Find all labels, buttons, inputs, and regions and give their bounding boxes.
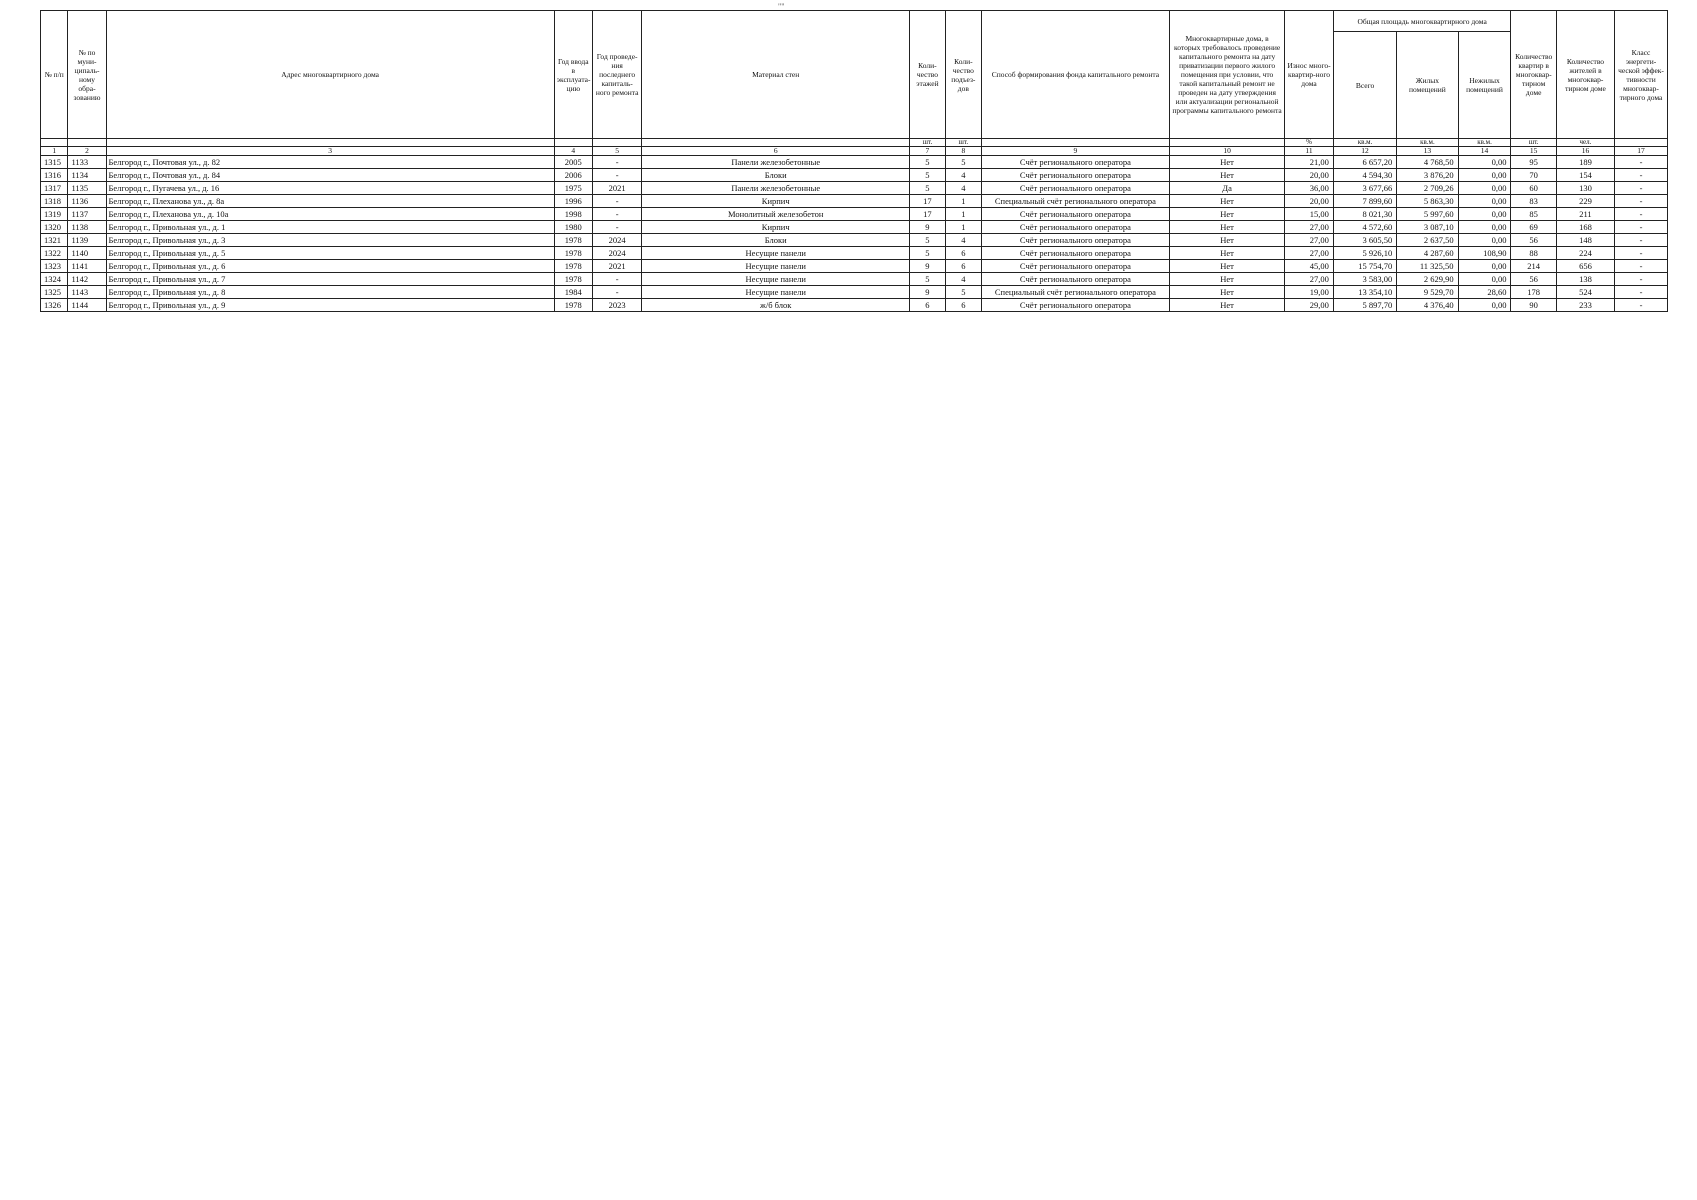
- cell-area-nonliving: 0,00: [1458, 299, 1511, 312]
- cell-area-total: 7 899,60: [1333, 195, 1396, 208]
- cell-area-total: 5 897,70: [1333, 299, 1396, 312]
- cell-area-living: 5 997,60: [1397, 208, 1458, 221]
- cell-address: Белгород г., Привольная ул., д. 9: [106, 299, 554, 312]
- cell-year-repair: -: [592, 208, 642, 221]
- cell-floors: 5: [909, 234, 945, 247]
- cell-residents: 138: [1556, 273, 1614, 286]
- cell-year-built: 1978: [554, 260, 592, 273]
- cell-wear: 27,00: [1285, 247, 1334, 260]
- cell-address: Белгород г., Плеханова ул., д. 10а: [106, 208, 554, 221]
- column-number-row: [41, 147, 1668, 156]
- cell-mun-number: 1136: [68, 195, 106, 208]
- cell-apartments: 85: [1511, 208, 1556, 221]
- col-header-address: Адрес многоквартирного дома: [106, 11, 554, 139]
- table-row: [41, 156, 1668, 169]
- col-number-fund: 9: [981, 147, 1169, 156]
- col-header-residents: Количество жителей в многоквар-тирном доме: [1556, 11, 1614, 139]
- col-number-year-repair: 5: [592, 147, 642, 156]
- cell-area-living: 2 637,50: [1397, 234, 1458, 247]
- cell-wear: 15,00: [1285, 208, 1334, 221]
- cell-floors: 5: [909, 273, 945, 286]
- cell-npp: 1322: [41, 247, 68, 260]
- cell-mun-number: 1135: [68, 182, 106, 195]
- col-header-year-built: Год ввода в эксплуата-цию: [554, 11, 592, 139]
- cell-floors: 17: [909, 195, 945, 208]
- cell-residents: 224: [1556, 247, 1614, 260]
- cell-npp: 1321: [41, 234, 68, 247]
- cell-energy-class: -: [1615, 273, 1668, 286]
- cell-year-built: 1978: [554, 273, 592, 286]
- cell-privatization: Нет: [1169, 234, 1284, 247]
- cell-entrances: 1: [945, 221, 981, 234]
- cell-area-living: 2 709,26: [1397, 182, 1458, 195]
- cell-entrances: 4: [945, 182, 981, 195]
- cell-fund: Счёт регионального оператора: [981, 247, 1169, 260]
- unit-year-built: [554, 139, 592, 147]
- cell-entrances: 4: [945, 273, 981, 286]
- cell-year-repair: -: [592, 169, 642, 182]
- cell-privatization: Нет: [1169, 156, 1284, 169]
- cell-walls: ж/б блок: [642, 299, 909, 312]
- cell-apartments: 90: [1511, 299, 1556, 312]
- col-header-npp: № п/п: [41, 11, 68, 139]
- cell-privatization: Нет: [1169, 208, 1284, 221]
- cell-year-repair: -: [592, 156, 642, 169]
- cell-entrances: 5: [945, 156, 981, 169]
- unit-area-nonliving: кв.м.: [1458, 139, 1511, 147]
- cell-year-built: 1975: [554, 182, 592, 195]
- cell-npp: 1326: [41, 299, 68, 312]
- table-row: [41, 195, 1668, 208]
- cell-floors: 5: [909, 182, 945, 195]
- cell-wear: 20,00: [1285, 169, 1334, 182]
- cell-walls: Кирпич: [642, 221, 909, 234]
- cell-apartments: 88: [1511, 247, 1556, 260]
- cell-address: Белгород г., Почтовая ул., д. 84: [106, 169, 554, 182]
- cell-fund: Счёт регионального оператора: [981, 169, 1169, 182]
- col-header-apartments: Количество квартир в многоквар-тирном доме: [1511, 11, 1556, 139]
- cell-fund: Счёт регионального оператора: [981, 208, 1169, 221]
- cell-area-living: 11 325,50: [1397, 260, 1458, 273]
- col-header-fund: Способ формирования фонда капитального ремонта: [981, 11, 1169, 139]
- unit-address: [106, 139, 554, 147]
- cell-year-built: 1980: [554, 221, 592, 234]
- cell-residents: 211: [1556, 208, 1614, 221]
- cell-npp: 1315: [41, 156, 68, 169]
- unit-floors: шт.: [909, 139, 945, 147]
- cell-mun-number: 1133: [68, 156, 106, 169]
- cell-area-nonliving: 0,00: [1458, 273, 1511, 286]
- cell-entrances: 4: [945, 169, 981, 182]
- cell-area-nonliving: 0,00: [1458, 195, 1511, 208]
- cell-area-nonliving: 28,60: [1458, 286, 1511, 299]
- col-number-walls: 6: [642, 147, 909, 156]
- cell-npp: 1324: [41, 273, 68, 286]
- cell-privatization: Нет: [1169, 260, 1284, 273]
- cell-wear: 27,00: [1285, 221, 1334, 234]
- cell-apartments: 60: [1511, 182, 1556, 195]
- cell-fund: Счёт регионального оператора: [981, 299, 1169, 312]
- col-number-residents: 16: [1556, 147, 1614, 156]
- cell-energy-class: -: [1615, 221, 1668, 234]
- unit-energy-class: [1615, 139, 1668, 147]
- cell-address: Белгород г., Пугачева ул., д. 16: [106, 182, 554, 195]
- cell-address: Белгород г., Привольная ул., д. 3: [106, 234, 554, 247]
- cell-address: Белгород г., Почтовая ул., д. 82: [106, 156, 554, 169]
- cell-year-repair: 2024: [592, 234, 642, 247]
- col-number-floors: 7: [909, 147, 945, 156]
- col-header-wear: Износ много-квартир-ного дома: [1285, 11, 1334, 139]
- cell-mun-number: 1144: [68, 299, 106, 312]
- cell-area-nonliving: 0,00: [1458, 208, 1511, 221]
- cell-fund: Счёт регионального оператора: [981, 182, 1169, 195]
- cell-year-built: 1978: [554, 247, 592, 260]
- cell-apartments: 56: [1511, 234, 1556, 247]
- cell-energy-class: -: [1615, 299, 1668, 312]
- cell-wear: 45,00: [1285, 260, 1334, 273]
- cell-year-repair: -: [592, 221, 642, 234]
- cell-area-living: 3 087,10: [1397, 221, 1458, 234]
- cell-walls: Кирпич: [642, 195, 909, 208]
- units-row: [41, 139, 1668, 147]
- cell-privatization: Нет: [1169, 169, 1284, 182]
- table-row: [41, 260, 1668, 273]
- cell-year-repair: -: [592, 195, 642, 208]
- cell-mun-number: 1141: [68, 260, 106, 273]
- col-number-apartments: 15: [1511, 147, 1556, 156]
- cell-wear: 29,00: [1285, 299, 1334, 312]
- unit-area-living: кв.м.: [1397, 139, 1458, 147]
- cell-mun-number: 1142: [68, 273, 106, 286]
- cell-year-built: 2005: [554, 156, 592, 169]
- cell-apartments: 83: [1511, 195, 1556, 208]
- cell-year-repair: 2024: [592, 247, 642, 260]
- cell-mun-number: 1143: [68, 286, 106, 299]
- cell-wear: 36,00: [1285, 182, 1334, 195]
- cell-area-nonliving: 0,00: [1458, 169, 1511, 182]
- cell-area-total: 3 605,50: [1333, 234, 1396, 247]
- table-row: [41, 208, 1668, 221]
- cell-entrances: 5: [945, 286, 981, 299]
- cell-floors: 9: [909, 260, 945, 273]
- cell-walls: Несущие панели: [642, 260, 909, 273]
- cell-residents: 656: [1556, 260, 1614, 273]
- cell-address: Белгород г., Привольная ул., д. 5: [106, 247, 554, 260]
- cell-privatization: Да: [1169, 182, 1284, 195]
- cell-area-living: 2 629,90: [1397, 273, 1458, 286]
- unit-wear: %: [1285, 139, 1334, 147]
- col-number-energy-class: 17: [1615, 147, 1668, 156]
- unit-entrances: шт.: [945, 139, 981, 147]
- cell-fund: Счёт регионального оператора: [981, 221, 1169, 234]
- cell-mun-number: 1134: [68, 169, 106, 182]
- table-row: [41, 221, 1668, 234]
- cell-year-built: 2006: [554, 169, 592, 182]
- cell-year-built: 1996: [554, 195, 592, 208]
- unit-year-repair: [592, 139, 642, 147]
- cell-residents: 154: [1556, 169, 1614, 182]
- cell-wear: 27,00: [1285, 234, 1334, 247]
- col-header-entrances: Коли-чество подъез-дов: [945, 11, 981, 139]
- col-number-area-living: 13: [1397, 147, 1458, 156]
- cell-address: Белгород г., Привольная ул., д. 8: [106, 286, 554, 299]
- cell-year-repair: -: [592, 286, 642, 299]
- apartment-buildings-table: [40, 10, 1668, 312]
- cell-fund: Специальный счёт регионального оператора: [981, 286, 1169, 299]
- cell-npp: 1323: [41, 260, 68, 273]
- cell-residents: 130: [1556, 182, 1614, 195]
- cell-address: Белгород г., Привольная ул., д. 6: [106, 260, 554, 273]
- cell-apartments: 178: [1511, 286, 1556, 299]
- cell-wear: 27,00: [1285, 273, 1334, 286]
- cell-npp: 1318: [41, 195, 68, 208]
- col-header-walls: Материал стен: [642, 11, 909, 139]
- cell-energy-class: -: [1615, 286, 1668, 299]
- cell-area-living: 4 287,60: [1397, 247, 1458, 260]
- cell-area-total: 6 657,20: [1333, 156, 1396, 169]
- cell-apartments: 69: [1511, 221, 1556, 234]
- cell-npp: 1317: [41, 182, 68, 195]
- cell-year-repair: 2021: [592, 182, 642, 195]
- cell-residents: 189: [1556, 156, 1614, 169]
- cell-area-living: 4 768,50: [1397, 156, 1458, 169]
- col-header-mun-number: № по муни-ципаль-ному обра-зованию: [68, 11, 106, 139]
- cell-energy-class: -: [1615, 169, 1668, 182]
- cell-address: Белгород г., Привольная ул., д. 7: [106, 273, 554, 286]
- cell-fund: Счёт регионального оператора: [981, 156, 1169, 169]
- cell-apartments: 95: [1511, 156, 1556, 169]
- col-number-npp: 1: [41, 147, 68, 156]
- col-number-privatization: 10: [1169, 147, 1284, 156]
- col-header-area-nonliving: Нежилых помещений: [1458, 32, 1511, 139]
- table-row: [41, 273, 1668, 286]
- cell-entrances: 4: [945, 234, 981, 247]
- cell-energy-class: -: [1615, 182, 1668, 195]
- cell-address: Белгород г., Плеханова ул., д. 8а: [106, 195, 554, 208]
- cell-mun-number: 1139: [68, 234, 106, 247]
- cell-privatization: Нет: [1169, 195, 1284, 208]
- cell-privatization: Нет: [1169, 273, 1284, 286]
- table-row: [41, 169, 1668, 182]
- unit-mun-number: [68, 139, 106, 147]
- cell-area-nonliving: 108,90: [1458, 247, 1511, 260]
- col-header-privatization: Многоквартирные дома, в которых требовалось проведение капитального ремонта на дату приватизации первого жилого помещения при условии, что такой капитальный ремонт не проведен на дату утверждения или актуализации региональной программы капитального ремонта: [1169, 11, 1284, 139]
- cell-area-living: 3 876,20: [1397, 169, 1458, 182]
- cell-entrances: 1: [945, 195, 981, 208]
- cell-privatization: Нет: [1169, 299, 1284, 312]
- cell-entrances: 6: [945, 260, 981, 273]
- col-header-year-repair: Год проведе-ния последнего капиталь-ного ремонта: [592, 11, 642, 139]
- cell-floors: 6: [909, 299, 945, 312]
- cell-apartments: 56: [1511, 273, 1556, 286]
- cell-area-nonliving: 0,00: [1458, 234, 1511, 247]
- cell-residents: 168: [1556, 221, 1614, 234]
- cell-energy-class: -: [1615, 208, 1668, 221]
- cell-entrances: 6: [945, 299, 981, 312]
- cell-walls: Несущие панели: [642, 273, 909, 286]
- col-number-wear: 11: [1285, 147, 1334, 156]
- col-number-area-total: 12: [1333, 147, 1396, 156]
- cell-apartments: 70: [1511, 169, 1556, 182]
- cell-area-nonliving: 0,00: [1458, 221, 1511, 234]
- col-number-address: 3: [106, 147, 554, 156]
- cell-wear: 19,00: [1285, 286, 1334, 299]
- cell-entrances: 6: [945, 247, 981, 260]
- cell-mun-number: 1137: [68, 208, 106, 221]
- cell-privatization: Нет: [1169, 286, 1284, 299]
- col-number-area-nonliving: 14: [1458, 147, 1511, 156]
- cell-walls: Панели железобетонные: [642, 156, 909, 169]
- unit-walls: [642, 139, 909, 147]
- col-header-area-group: Общая площадь многоквартирного дома: [1333, 11, 1511, 32]
- cell-area-living: 9 529,70: [1397, 286, 1458, 299]
- cell-wear: 20,00: [1285, 195, 1334, 208]
- page-mark: "": [778, 2, 785, 11]
- cell-npp: 1316: [41, 169, 68, 182]
- cell-energy-class: -: [1615, 247, 1668, 260]
- cell-fund: Счёт регионального оператора: [981, 260, 1169, 273]
- cell-area-total: 15 754,70: [1333, 260, 1396, 273]
- col-header-floors: Коли-чество этажей: [909, 11, 945, 139]
- unit-area-total: кв.м.: [1333, 139, 1396, 147]
- col-header-energy-class: Класс энергети-ческой эффек-тивности многоквар-тирного дома: [1615, 11, 1668, 139]
- cell-floors: 5: [909, 156, 945, 169]
- table-body: [41, 156, 1668, 312]
- cell-floors: 9: [909, 286, 945, 299]
- cell-energy-class: -: [1615, 260, 1668, 273]
- cell-walls: Монолитный железобетон: [642, 208, 909, 221]
- cell-address: Белгород г., Привольная ул., д. 1: [106, 221, 554, 234]
- cell-year-built: 1978: [554, 234, 592, 247]
- unit-npp: [41, 139, 68, 147]
- cell-energy-class: -: [1615, 234, 1668, 247]
- cell-residents: 524: [1556, 286, 1614, 299]
- cell-npp: 1325: [41, 286, 68, 299]
- cell-area-total: 4 572,60: [1333, 221, 1396, 234]
- cell-residents: 229: [1556, 195, 1614, 208]
- register-sheet: [40, 10, 1668, 312]
- cell-walls: Панели железобетонные: [642, 182, 909, 195]
- cell-year-repair: 2021: [592, 260, 642, 273]
- col-header-area-total: Всего: [1333, 32, 1396, 139]
- cell-npp: 1320: [41, 221, 68, 234]
- cell-mun-number: 1138: [68, 221, 106, 234]
- table-row: [41, 234, 1668, 247]
- table-row: [41, 299, 1668, 312]
- cell-area-living: 5 863,30: [1397, 195, 1458, 208]
- cell-walls: Блоки: [642, 169, 909, 182]
- cell-fund: Счёт регионального оператора: [981, 273, 1169, 286]
- table-row: [41, 286, 1668, 299]
- cell-area-total: 3 583,00: [1333, 273, 1396, 286]
- unit-privatization: [1169, 139, 1284, 147]
- cell-area-living: 4 376,40: [1397, 299, 1458, 312]
- cell-area-total: 4 594,30: [1333, 169, 1396, 182]
- cell-npp: 1319: [41, 208, 68, 221]
- table-row: [41, 182, 1668, 195]
- cell-walls: Несущие панели: [642, 286, 909, 299]
- table-row: [41, 247, 1668, 260]
- col-number-year-built: 4: [554, 147, 592, 156]
- cell-floors: 9: [909, 221, 945, 234]
- cell-residents: 233: [1556, 299, 1614, 312]
- cell-energy-class: -: [1615, 156, 1668, 169]
- unit-residents: чел.: [1556, 139, 1614, 147]
- cell-fund: Счёт регионального оператора: [981, 234, 1169, 247]
- cell-residents: 148: [1556, 234, 1614, 247]
- cell-apartments: 214: [1511, 260, 1556, 273]
- cell-year-built: 1984: [554, 286, 592, 299]
- cell-area-total: 13 354,10: [1333, 286, 1396, 299]
- cell-area-nonliving: 0,00: [1458, 182, 1511, 195]
- cell-year-repair: -: [592, 273, 642, 286]
- cell-floors: 5: [909, 247, 945, 260]
- col-number-mun-number: 2: [68, 147, 106, 156]
- cell-mun-number: 1140: [68, 247, 106, 260]
- cell-floors: 17: [909, 208, 945, 221]
- cell-fund: Специальный счёт регионального оператора: [981, 195, 1169, 208]
- cell-energy-class: -: [1615, 195, 1668, 208]
- cell-walls: Блоки: [642, 234, 909, 247]
- unit-apartments: шт.: [1511, 139, 1556, 147]
- cell-area-total: 8 021,30: [1333, 208, 1396, 221]
- cell-year-built: 1978: [554, 299, 592, 312]
- cell-year-repair: 2023: [592, 299, 642, 312]
- cell-area-total: 3 677,66: [1333, 182, 1396, 195]
- cell-entrances: 1: [945, 208, 981, 221]
- cell-area-total: 5 926,10: [1333, 247, 1396, 260]
- cell-privatization: Нет: [1169, 247, 1284, 260]
- cell-wear: 21,00: [1285, 156, 1334, 169]
- cell-walls: Несущие панели: [642, 247, 909, 260]
- col-header-area-living: Жилых помещений: [1397, 32, 1458, 139]
- cell-privatization: Нет: [1169, 221, 1284, 234]
- unit-fund: [981, 139, 1169, 147]
- col-number-entrances: 8: [945, 147, 981, 156]
- cell-year-built: 1998: [554, 208, 592, 221]
- cell-area-nonliving: 0,00: [1458, 156, 1511, 169]
- cell-area-nonliving: 0,00: [1458, 260, 1511, 273]
- cell-floors: 5: [909, 169, 945, 182]
